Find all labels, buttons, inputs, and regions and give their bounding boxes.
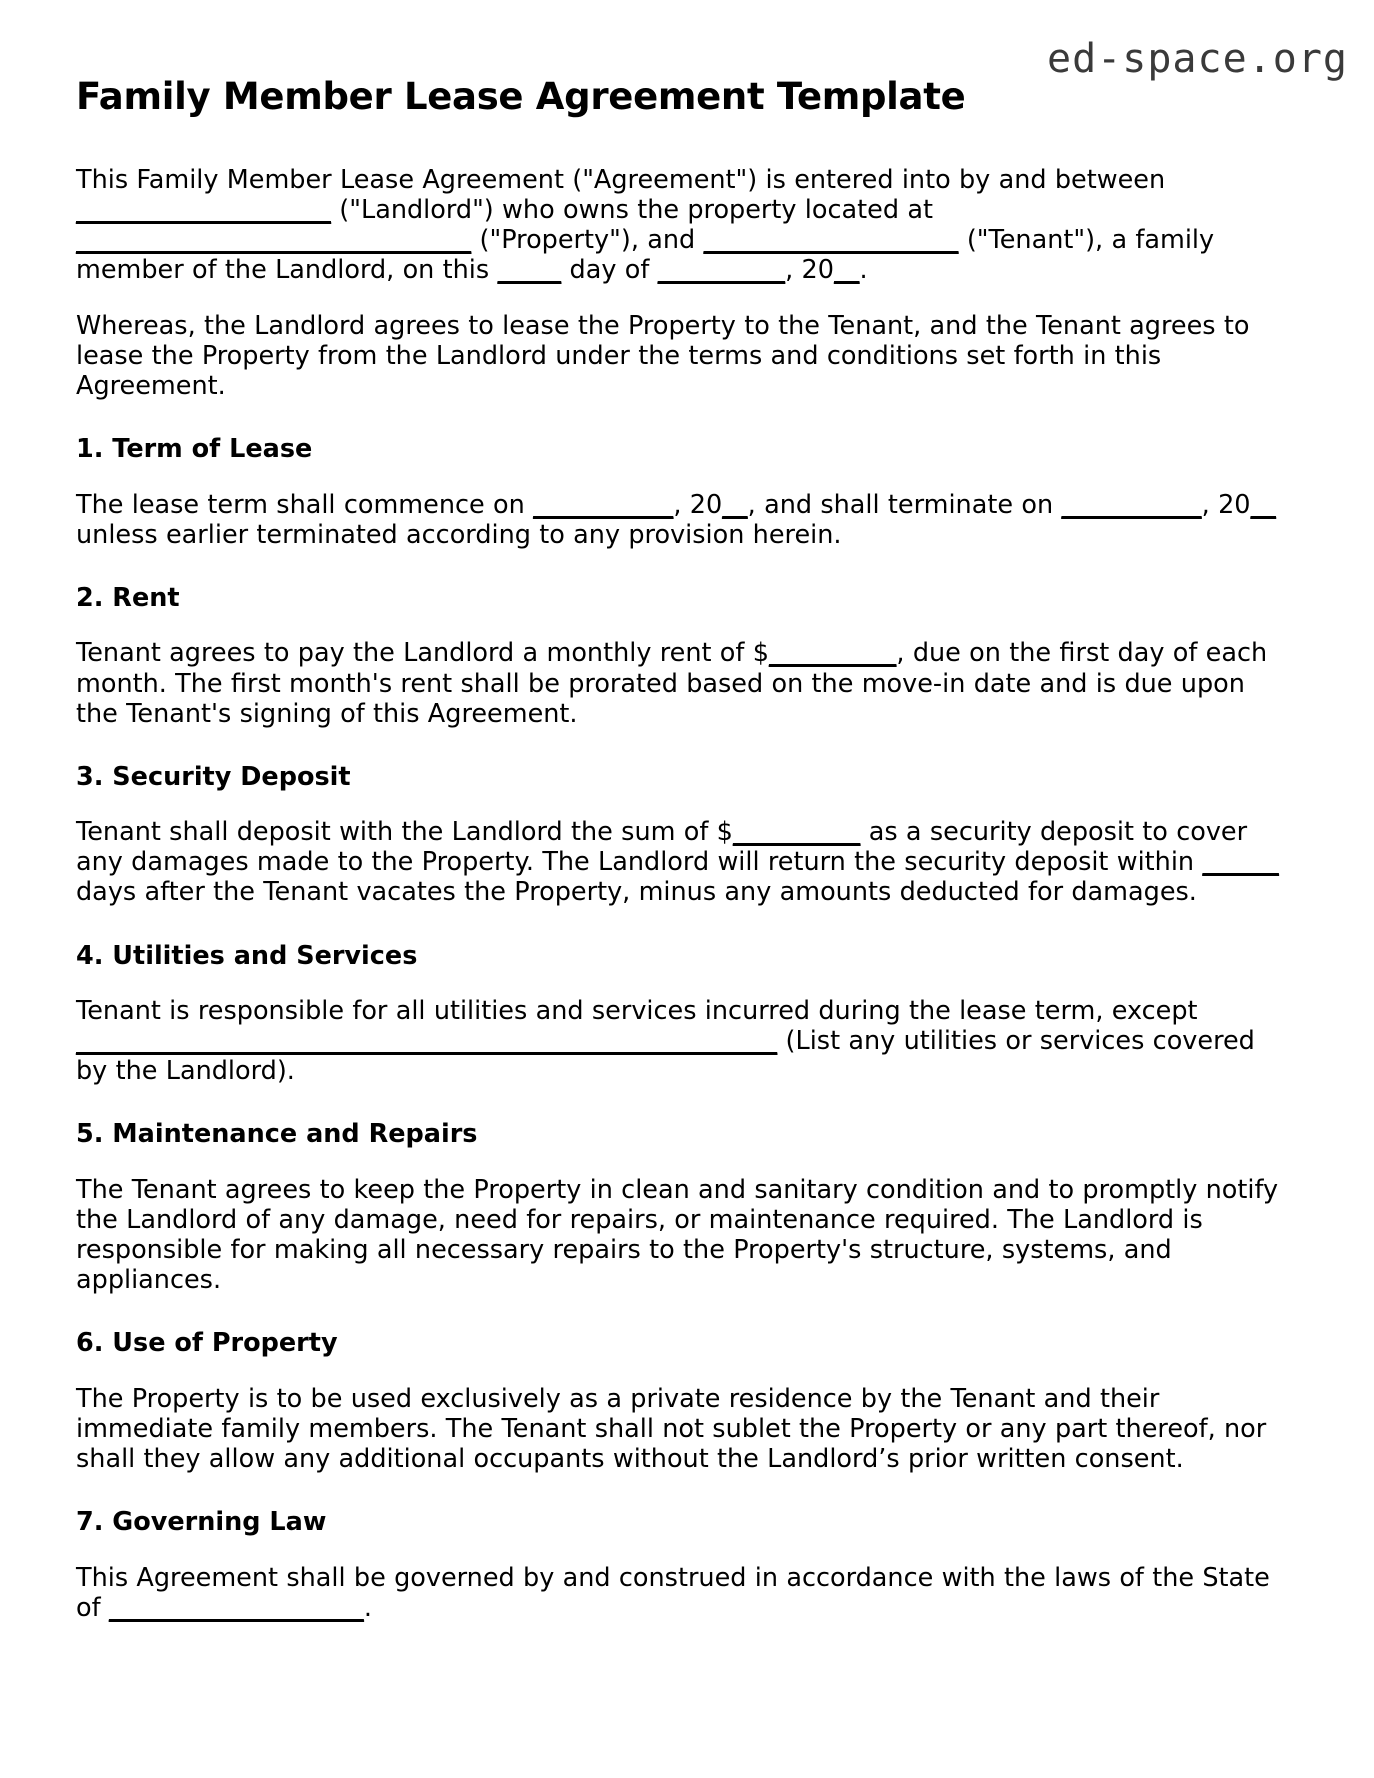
intro-text-2: ("Landlord") who owns the property located at bbox=[331, 194, 933, 225]
whereas-paragraph: Whereas, the Landlord agrees to lease the Property to the Tenant, and the Tenant agrees to lease the Property from the Landlord under the terms and conditions set forth in this Agreement. bbox=[76, 310, 1250, 402]
page-title: Family Member Lease Agreement Template bbox=[76, 75, 966, 118]
section-heading-security-deposit: 3. Security Deposit bbox=[76, 761, 351, 792]
section-heading-utilities-and-services: 4. Utilities and Services bbox=[76, 940, 418, 971]
deposit-text-2: as a security deposit to cover any damages made to the Property. The Landlord will return the security deposit within bbox=[76, 817, 1248, 878]
property-address-blank: _______________________________ bbox=[76, 224, 472, 255]
landlord-name-blank: ____________________ bbox=[76, 194, 331, 225]
utilities-text-2: (List any utilities or services covered by the Landlord). bbox=[76, 1026, 1255, 1087]
governing-text-1: This Agreement shall be governed by and construed in accordance with the laws of the State of bbox=[76, 1562, 1270, 1623]
section-heading-term-of-lease: 1. Term of Lease bbox=[76, 434, 313, 465]
intro-text-6: , 20 bbox=[785, 254, 834, 285]
deposit-text-3: days after the Tenant vacates the Property, minus any amounts deducted for damages. bbox=[76, 877, 1197, 908]
term-text-1: The lease term shall commence on bbox=[76, 489, 534, 520]
utilities-text-1: Tenant is responsible for all utilities and services incurred during the lease term, except bbox=[76, 996, 1198, 1027]
intro-text-3: ("Property"), and bbox=[471, 224, 704, 255]
term-text-3: , and shall terminate on bbox=[747, 489, 1062, 520]
deposit-text-1: Tenant shall deposit with the Landlord the sum of $ bbox=[76, 817, 733, 848]
section-body-use-of-property: The Property is to be used exclusively as a private residence by the Tenant and their immediate family members. The Tenant shall not sublet the Property or any part thereof, nor shall they allow any additional occupants without the Landlord’s prior written consent. bbox=[76, 1383, 1267, 1474]
section-body-term-of-lease bbox=[76, 490, 1282, 550]
intro-text-4: ("Tenant"), a family member of the Landlord, on this bbox=[76, 224, 1215, 285]
deposit-return-days-blank: ______ bbox=[1202, 847, 1279, 878]
state-blank: ____________________ bbox=[108, 1592, 364, 1623]
document-content bbox=[76, 76, 1282, 1623]
section-heading-use-of-property: 6. Use of Property bbox=[76, 1328, 338, 1359]
section-body-rent bbox=[76, 638, 1282, 728]
governing-text-2: . bbox=[363, 1592, 372, 1623]
section-body-governing-law bbox=[76, 1563, 1282, 1623]
commence-year-blank: __ bbox=[722, 489, 748, 520]
section-body-security-deposit bbox=[76, 817, 1282, 907]
term-text-2: , 20 bbox=[673, 489, 723, 520]
rent-text-2: , due on the first day of each month. The first month's rent shall be prorated based on the move-in date and is due upon the Tenant's signing of this Agreement. bbox=[76, 638, 1268, 729]
month-blank: __________ bbox=[657, 254, 786, 285]
section-heading-governing-law: 7. Governing Law bbox=[76, 1507, 327, 1538]
section-body-utilities-and-services bbox=[76, 996, 1282, 1086]
section-heading-maintenance-and-repairs: 5. Maintenance and Repairs bbox=[76, 1119, 478, 1150]
section-body-maintenance-and-repairs: The Tenant agrees to keep the Property in clean and sanitary condition and to promptly notify the Landlord of any damage, need for repairs, or maintenance required. The Landlord is responsible for making all necessary repairs to the Property's structure, systems, and appliances. bbox=[76, 1174, 1279, 1296]
utilities-exception-blank: _______________________________________________________ bbox=[76, 1026, 778, 1057]
deposit-amount-blank: __________ bbox=[732, 817, 861, 848]
section-heading-rent: 2. Rent bbox=[76, 582, 180, 613]
intro-text-1: This Family Member Lease Agreement ("Agreement") is entered into by and between bbox=[76, 164, 1166, 195]
term-text-4: , 20 bbox=[1201, 489, 1251, 520]
term-text-5: unless earlier terminated according to any provision herein. bbox=[76, 519, 842, 550]
intro-text-7: . bbox=[859, 254, 868, 285]
day-blank: _____ bbox=[497, 254, 562, 285]
site-watermark: ed-space.org bbox=[1047, 36, 1348, 82]
tenant-name-blank: ____________________ bbox=[703, 224, 959, 255]
intro-paragraph bbox=[76, 165, 1282, 285]
commence-date-blank: ___________ bbox=[533, 489, 674, 520]
monthly-rent-blank: __________ bbox=[768, 638, 897, 669]
rent-text-1: Tenant agrees to pay the Landlord a monthly rent of $ bbox=[76, 638, 769, 669]
terminate-year-blank: __ bbox=[1250, 489, 1277, 520]
terminate-date-blank: ___________ bbox=[1061, 489, 1202, 520]
year-blank: __ bbox=[834, 254, 860, 285]
intro-text-5: day of bbox=[561, 254, 658, 285]
